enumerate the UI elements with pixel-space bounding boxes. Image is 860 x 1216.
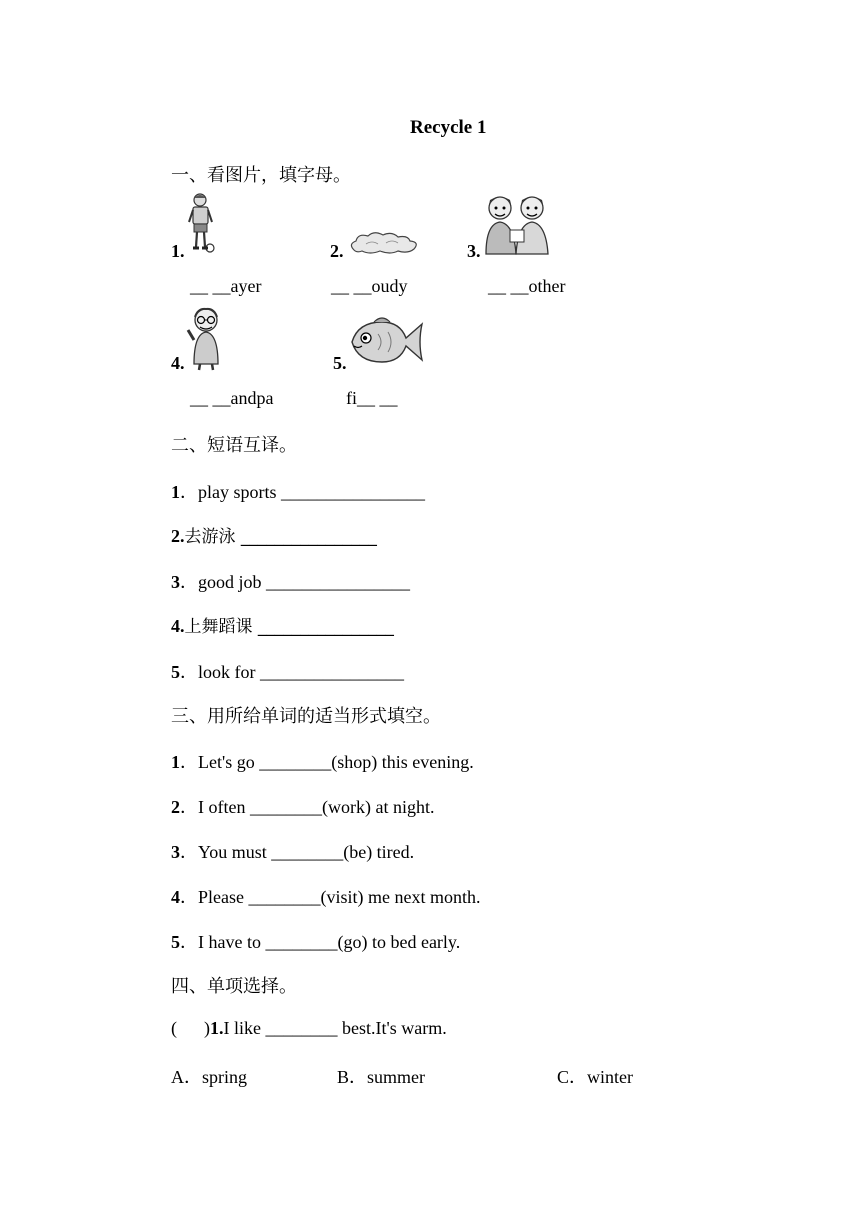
s2-item4-num: 4. [171,616,185,636]
s4-q1-text: I like ________ best.It's warm. [223,1018,447,1038]
s2-item3 [171,568,410,594]
s1-item2-num: 2. [330,241,344,261]
s2-item1-text: play sports ________________ [198,482,425,502]
s4-option-a-letter: A [171,1067,184,1087]
s4-option-b-letter: B [337,1067,350,1087]
s4-option-c-text: winter [587,1067,633,1087]
s1-item5-blank: fi__ __ [346,388,398,408]
s1-item1-num: 1. [171,241,185,261]
section2-heading: 二、短语互译。 [171,435,297,456]
s4-option-b-text: summer [367,1067,426,1087]
s2-item1-num: 1 [171,482,180,502]
s3-item2-text: I often ________(work) at night. [198,797,435,817]
s1-item3-num: 3. [467,241,481,261]
grandpa-icon [186,306,226,370]
s4-q1-paren: ( ) [171,1018,210,1038]
brothers-icon [482,192,554,254]
s3-item3-sep: ． [180,842,198,862]
s3-item3 [171,838,414,864]
s2-item4-text: 上舞蹈课 ________________ [184,617,394,637]
s2-item2 [171,522,377,547]
cloud-icon [348,230,420,256]
s3-item5-sep: ． [180,932,198,952]
s2-item1 [171,478,425,504]
s3-item4 [171,883,480,909]
section1-heading: 一、看图片，填字母。 [171,165,351,186]
s3-item2-num: 2 [171,797,180,817]
s4-option-c-letter: C [557,1067,570,1087]
s2-item4 [171,612,394,637]
s3-item2-sep: ． [180,797,198,817]
s2-item5-num: 5 [171,662,180,682]
s1-item4-num: 4. [171,353,185,373]
s3-item5-num: 5 [171,932,180,952]
s3-item1-num: 1 [171,752,180,772]
s4-question1 [171,1018,447,1039]
s2-item2-text: 去游泳 ________________ [184,527,377,547]
s3-item1-text: Let's go ________(shop) this evening. [198,752,474,772]
s2-item5 [171,658,404,684]
s1-item3-blank: __ __other [488,276,566,296]
s4-option-a-text: spring [202,1067,247,1087]
page-title: Recycle 1 [410,117,487,138]
s2-item3-text: good job ________________ [198,572,411,592]
s4-option-b [337,1063,425,1089]
s3-item1 [171,748,474,774]
s2-item5-sep: ． [180,662,198,682]
s3-item5-text: I have to ________(go) to bed early. [198,932,461,952]
s4-option-b-sep: ． [349,1067,368,1087]
s4-option-a [171,1063,247,1089]
s2-item3-sep: ． [180,572,198,592]
s3-item1-sep: ． [180,752,198,772]
section4-heading: 四、单项选择。 [171,976,297,997]
s4-option-c [557,1063,633,1089]
s1-item4-blank: __ __andpa [190,388,274,408]
s4-q1-num: 1. [210,1018,224,1038]
s3-item2 [171,793,434,819]
s2-item3-num: 3 [171,572,180,592]
s4-option-c-sep: ． [569,1067,588,1087]
s2-item5-text: look for ________________ [198,662,404,682]
s3-item3-text: You must ________(be) tired. [198,842,415,862]
s1-item1-blank: __ __ayer [190,276,262,296]
s2-item1-sep: ． [180,482,198,502]
s2-item2-num: 2. [171,526,185,546]
s3-item3-num: 3 [171,842,180,862]
s3-item5 [171,928,460,954]
s3-item4-sep: ． [180,887,198,907]
soccer-player-icon [186,192,216,254]
fish-icon [348,316,426,368]
s3-item4-text: Please ________(visit) me next month. [198,887,481,907]
s1-item5-num: 5. [333,353,347,373]
section3-heading: 三、用所给单词的适当形式填空。 [171,706,441,727]
s3-item4-num: 4 [171,887,180,907]
s4-option-a-sep: ． [184,1067,202,1087]
s1-item2-blank: __ __oudy [331,276,408,296]
